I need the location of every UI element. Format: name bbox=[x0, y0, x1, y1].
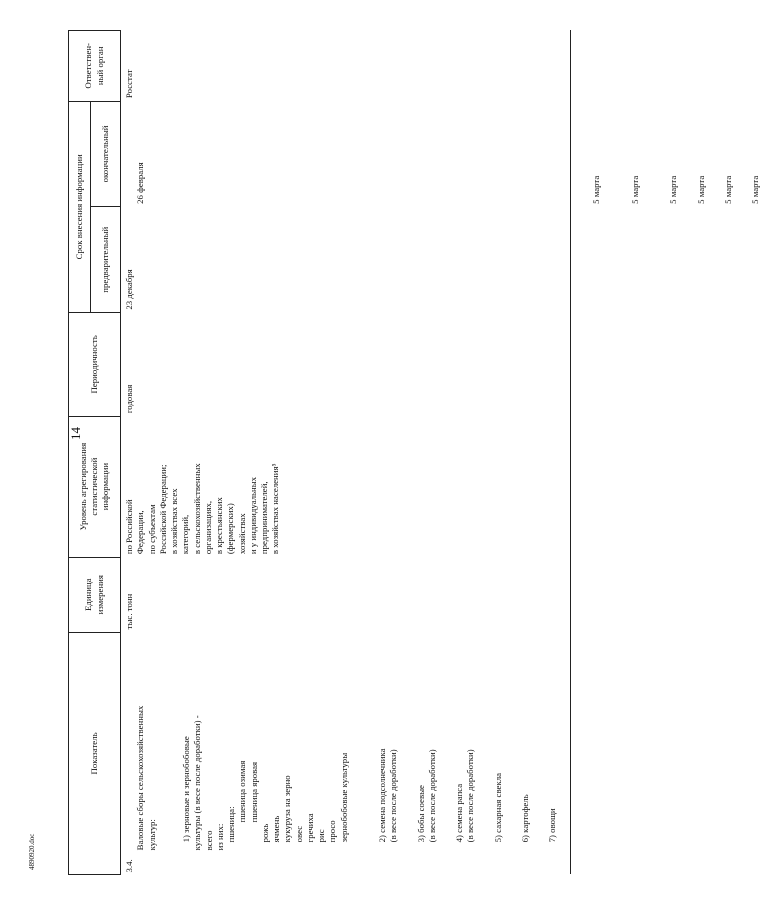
aggregation-level-line: Федерации, bbox=[135, 510, 146, 555]
unit-cell: тыс. тонн bbox=[121, 557, 571, 632]
grain-crop-line: овес bbox=[293, 825, 304, 843]
grain-crops-list bbox=[181, 635, 350, 850]
grain-crop-line: ячмень bbox=[271, 815, 281, 843]
responsible-cell: Росстат bbox=[121, 31, 571, 102]
grain-crop-line: всего bbox=[203, 830, 214, 851]
aggregation-level-line: по субъектам bbox=[146, 504, 157, 555]
aggregation-level-line: организациях, bbox=[202, 500, 213, 555]
indicator-cell bbox=[121, 632, 571, 853]
header-aggregation-level: Уровень агрегирования статистической информации bbox=[69, 416, 121, 557]
crop-item-label: 3) бобы соевые (в весе после доработки) bbox=[415, 749, 437, 843]
rotated-document-body bbox=[68, 30, 760, 875]
aggregation-level-line: по Российской bbox=[124, 499, 134, 555]
aggregation-level-line: в сельскохозяйственных bbox=[191, 463, 202, 555]
grain-crop-line: пшеница озимая bbox=[237, 760, 248, 823]
grain-crop-line: пшеница яровая bbox=[248, 761, 259, 823]
aggregation-level-line: категорий, bbox=[180, 514, 191, 555]
crop-item-label: 5) сахарная свекла bbox=[492, 772, 503, 843]
crop-item-date: 5 марта bbox=[591, 175, 602, 204]
statistics-schedule-table bbox=[68, 30, 760, 875]
aggregation-level-line: (фермерских) bbox=[225, 503, 236, 555]
crop-item-date: 5 марта bbox=[749, 175, 760, 204]
grain-crop-line: рис bbox=[316, 829, 326, 843]
crop-item-label: 7) овощи bbox=[547, 808, 557, 843]
grain-crop-line: гречиха bbox=[304, 813, 315, 843]
crop-items-list bbox=[377, 635, 558, 850]
aggregation-level-line: хозяйствах bbox=[236, 513, 247, 555]
header-preliminary: предварительный bbox=[91, 207, 121, 313]
table-row bbox=[121, 31, 571, 875]
preliminary-cell: 23 декабря bbox=[121, 207, 571, 313]
aggregation-level-line: в хозяйствах всех bbox=[169, 488, 179, 555]
indicator-title: Валовые сборы сельскохозяйственных культур: bbox=[135, 705, 157, 851]
grain-crop-line: кукуруза на зерно bbox=[282, 775, 293, 843]
periodicity-cell: годовая bbox=[121, 313, 571, 416]
header-responsible: Ответствен- ный орган bbox=[69, 31, 121, 102]
row-number: 3.4. bbox=[121, 853, 571, 874]
aggregation-level-cell bbox=[121, 416, 571, 557]
aggregation-level-line: в хозяйствах населения⁵ bbox=[270, 463, 281, 555]
aggregation-level-line: предпринимателей, bbox=[259, 481, 269, 555]
grain-crop-line: рожь bbox=[259, 823, 270, 843]
header-unit: Единица измерения bbox=[69, 557, 121, 632]
aggregation-level-line: в крестьянских bbox=[214, 497, 224, 555]
header-deadline: Срок внесения информации bbox=[69, 101, 91, 313]
grain-crop-line: зернобобовые культуры bbox=[338, 752, 349, 843]
crop-item-date: 5 марта bbox=[722, 175, 733, 204]
grain-crop-line: пшеница: bbox=[226, 806, 236, 843]
crop-item-label: 2) семена подсолнечника (в весе после доработки) bbox=[377, 748, 399, 843]
aggregation-level-line: и у индивидуальных bbox=[247, 477, 258, 555]
grain-crop-line: из них: bbox=[214, 823, 225, 851]
crop-item-date: 5 марта bbox=[668, 175, 679, 204]
crop-item-label: 6) картофель bbox=[519, 794, 530, 843]
header-periodicity: Периодичность bbox=[69, 313, 121, 416]
crop-item-date: 5 марта bbox=[630, 175, 641, 204]
grain-crop-line: 1) зерновые и зернобобовые bbox=[181, 736, 191, 843]
header-final: окончательный bbox=[91, 101, 121, 207]
crop-item-label: 4) семена рапса (в весе после доработки) bbox=[454, 749, 476, 843]
file-reference: 4890920.doc bbox=[28, 833, 36, 870]
grain-crop-line: культуры (в весе после доработки) - bbox=[192, 715, 203, 851]
page-number: 14 bbox=[68, 427, 83, 440]
final-date-main: 26 февраля bbox=[135, 162, 146, 204]
crop-item-date: 5 марта bbox=[695, 175, 706, 204]
grain-crop-line: просо bbox=[327, 820, 338, 843]
aggregation-level-line: Российской Федерации; bbox=[157, 464, 168, 555]
final-cell bbox=[121, 101, 760, 207]
header-indicator: Показатель bbox=[69, 632, 121, 874]
